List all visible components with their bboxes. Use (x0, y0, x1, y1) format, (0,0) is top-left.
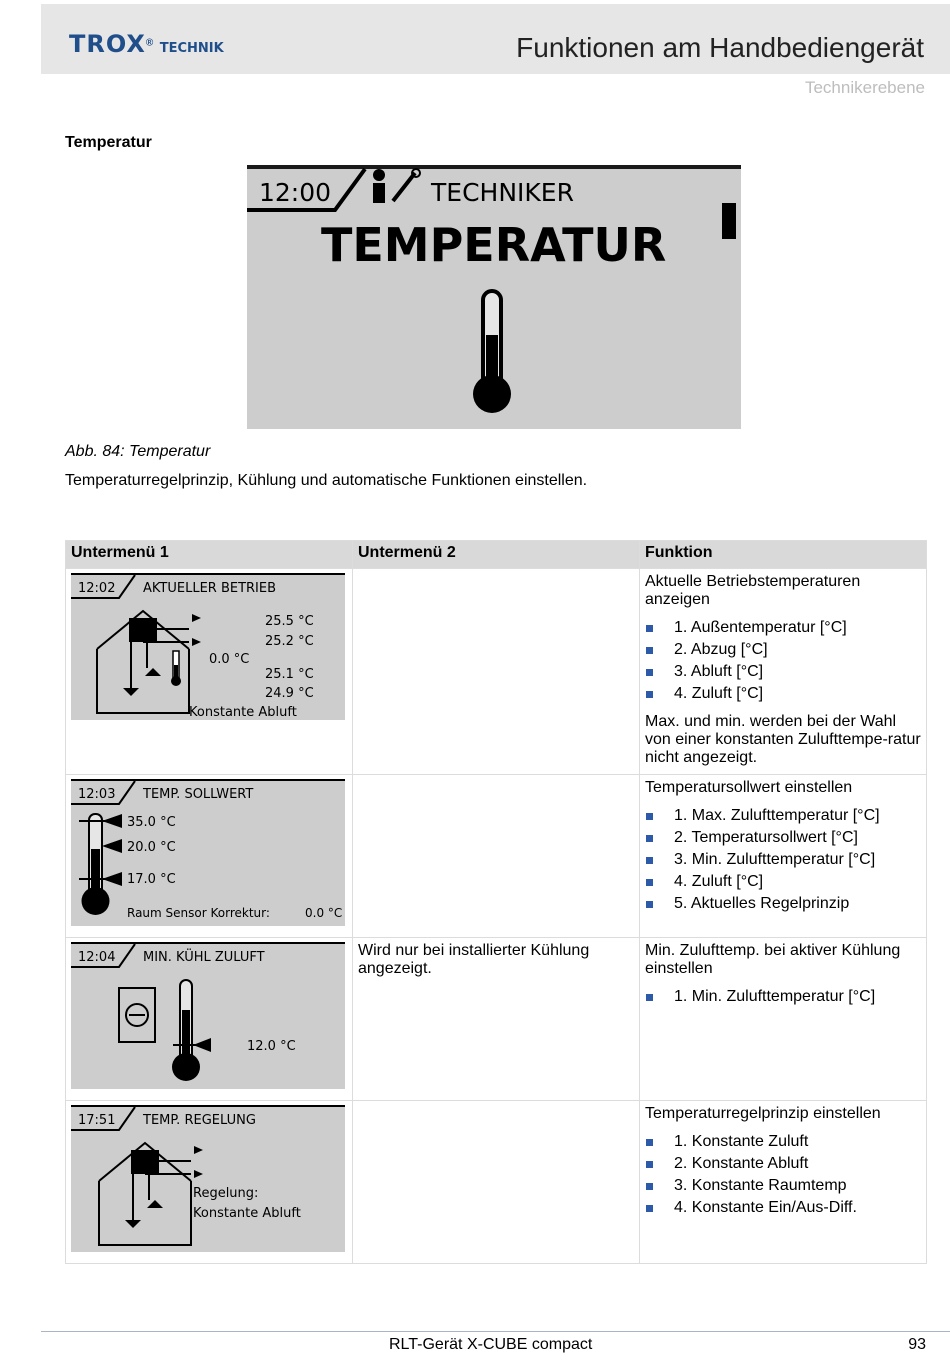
lcd-temp-regelung (71, 1105, 345, 1252)
submenu-1-cell (66, 1101, 353, 1264)
list-item: 2. Temperatursollwert [°C] (645, 827, 921, 849)
lcd-value-4: 25.1 °C (265, 667, 314, 682)
page-number: 93 (908, 1336, 926, 1353)
function-cell (640, 938, 927, 1101)
page-header (41, 4, 950, 74)
function-list (645, 1131, 921, 1219)
lcd-time: 12:03 (78, 787, 116, 802)
list-item: 2. Konstante Abluft (645, 1153, 921, 1175)
lcd-line-2: Konstante Abluft (193, 1206, 301, 1221)
function-table (65, 540, 927, 1264)
list-item: 4. Zuluft [°C] (645, 871, 921, 893)
submenu-1-cell (66, 938, 353, 1101)
function-cell (640, 1101, 927, 1264)
hero-mode: TECHNIKER (431, 178, 574, 207)
lcd-time: 12:02 (78, 581, 116, 596)
header-subtitle: Technikerebene (804, 78, 925, 97)
list-item: 3. Abluft [°C] (645, 661, 921, 683)
function-cell (640, 569, 927, 775)
submenu-2-cell (353, 1101, 640, 1264)
trox-logo (69, 30, 224, 58)
lcd-temp-sollwert (71, 779, 345, 926)
submenu-2-cell (353, 938, 640, 1101)
submenu-2-note: Wird nur bei installierter Kühlung angezeigt. (358, 942, 590, 977)
lcd-value-2: 20.0 °C (127, 840, 176, 855)
thermometer-icon (171, 651, 181, 686)
lcd-title: TEMP. REGELUNG (143, 1113, 256, 1128)
figure-caption: Abb. 84: Temperatur (65, 443, 211, 460)
lcd-footer-label: Raum Sensor Korrektur: (127, 906, 270, 920)
footer-title: RLT-Gerät X-CUBE compact (389, 1336, 593, 1353)
lcd-title: TEMP. SOLLWERT (143, 787, 254, 802)
footer-divider (41, 1331, 950, 1332)
function-note: Max. und min. werden bei der Wahl von einer konstanten Zulufttempe-ratur nicht angezeigt. (645, 713, 921, 766)
list-item: 1. Konstante Zuluft (645, 1131, 921, 1153)
lcd-value-1: 25.5 °C (265, 614, 314, 629)
lcd-value-5: 24.9 °C (265, 686, 314, 701)
header-function: Funktion (640, 541, 927, 569)
submenu-1-cell (66, 569, 353, 775)
hero-lcd-screen (247, 165, 741, 429)
list-item: 3. Konstante Raumtemp (645, 1175, 921, 1197)
lcd-value-1: 12.0 °C (247, 1039, 296, 1054)
list-item: 5. Aktuelles Regelprinzip (645, 893, 921, 915)
lcd-time: 12:04 (78, 950, 116, 965)
lcd-value-3: 17.0 °C (127, 872, 176, 887)
lcd-footer: Konstante Abluft (189, 705, 297, 720)
function-title: Temperaturregelprinzip einstellen (645, 1105, 881, 1122)
table-header-row (66, 541, 927, 569)
submenu-2-cell (353, 775, 640, 938)
table-row (66, 1101, 927, 1264)
logo-registered-mark: ® (145, 37, 154, 49)
header-submenu-2: Untermenü 2 (353, 541, 640, 569)
logo-main: TROX (69, 30, 146, 58)
header-submenu-1: Untermenü 1 (66, 541, 353, 569)
lcd-aktueller-betrieb (71, 573, 345, 720)
lcd-time: 17:51 (78, 1113, 116, 1128)
table-row (66, 569, 927, 775)
list-item: 2. Abzug [°C] (645, 639, 921, 661)
intro-text: Temperaturregelprinzip, Kühlung und automatische Funktionen einstellen. (65, 472, 588, 489)
submenu-1-cell (66, 775, 353, 938)
list-item: 4. Konstante Ein/Aus-Diff. (645, 1197, 921, 1219)
lcd-value-3: 0.0 °C (209, 652, 250, 667)
logo-sub: TECHNIK (159, 41, 224, 56)
list-item: 4. Zuluft [°C] (645, 683, 921, 705)
lcd-line-1: Regelung: (193, 1186, 259, 1201)
lcd-value-1: 35.0 °C (127, 815, 176, 830)
lcd-footer-value: 0.0 °C (305, 906, 343, 920)
lcd-min-kuehl-zuluft (71, 942, 345, 1089)
function-list (645, 805, 921, 915)
function-list (645, 617, 921, 705)
section-title: Temperatur (65, 134, 152, 151)
function-title: Aktuelle Betriebstemperaturen anzeigen (645, 573, 861, 608)
list-item: 3. Min. Zulufttemperatur [°C] (645, 849, 921, 871)
hero-title: TEMPERATUR (321, 218, 667, 272)
lcd-value-2: 25.2 °C (265, 634, 314, 649)
list-item: 1. Außentemperatur [°C] (645, 617, 921, 639)
lcd-title: AKTUELLER BETRIEB (143, 581, 277, 596)
function-title: Temperatursollwert einstellen (645, 779, 853, 796)
list-item: 1. Min. Zulufttemperatur [°C] (645, 986, 921, 1008)
submenu-2-cell (353, 569, 640, 775)
function-list (645, 986, 921, 1008)
table-row (66, 938, 927, 1101)
hero-time: 12:00 (259, 178, 332, 207)
function-title: Min. Zulufttemp. bei aktiver Kühlung einstellen (645, 942, 901, 977)
lcd-title: MIN. KÜHL ZULUFT (143, 950, 265, 965)
header-title: Funktionen am Handbediengerät (516, 32, 924, 63)
list-item: 1. Max. Zulufttemperatur [°C] (645, 805, 921, 827)
table-row (66, 775, 927, 938)
function-cell (640, 775, 927, 938)
